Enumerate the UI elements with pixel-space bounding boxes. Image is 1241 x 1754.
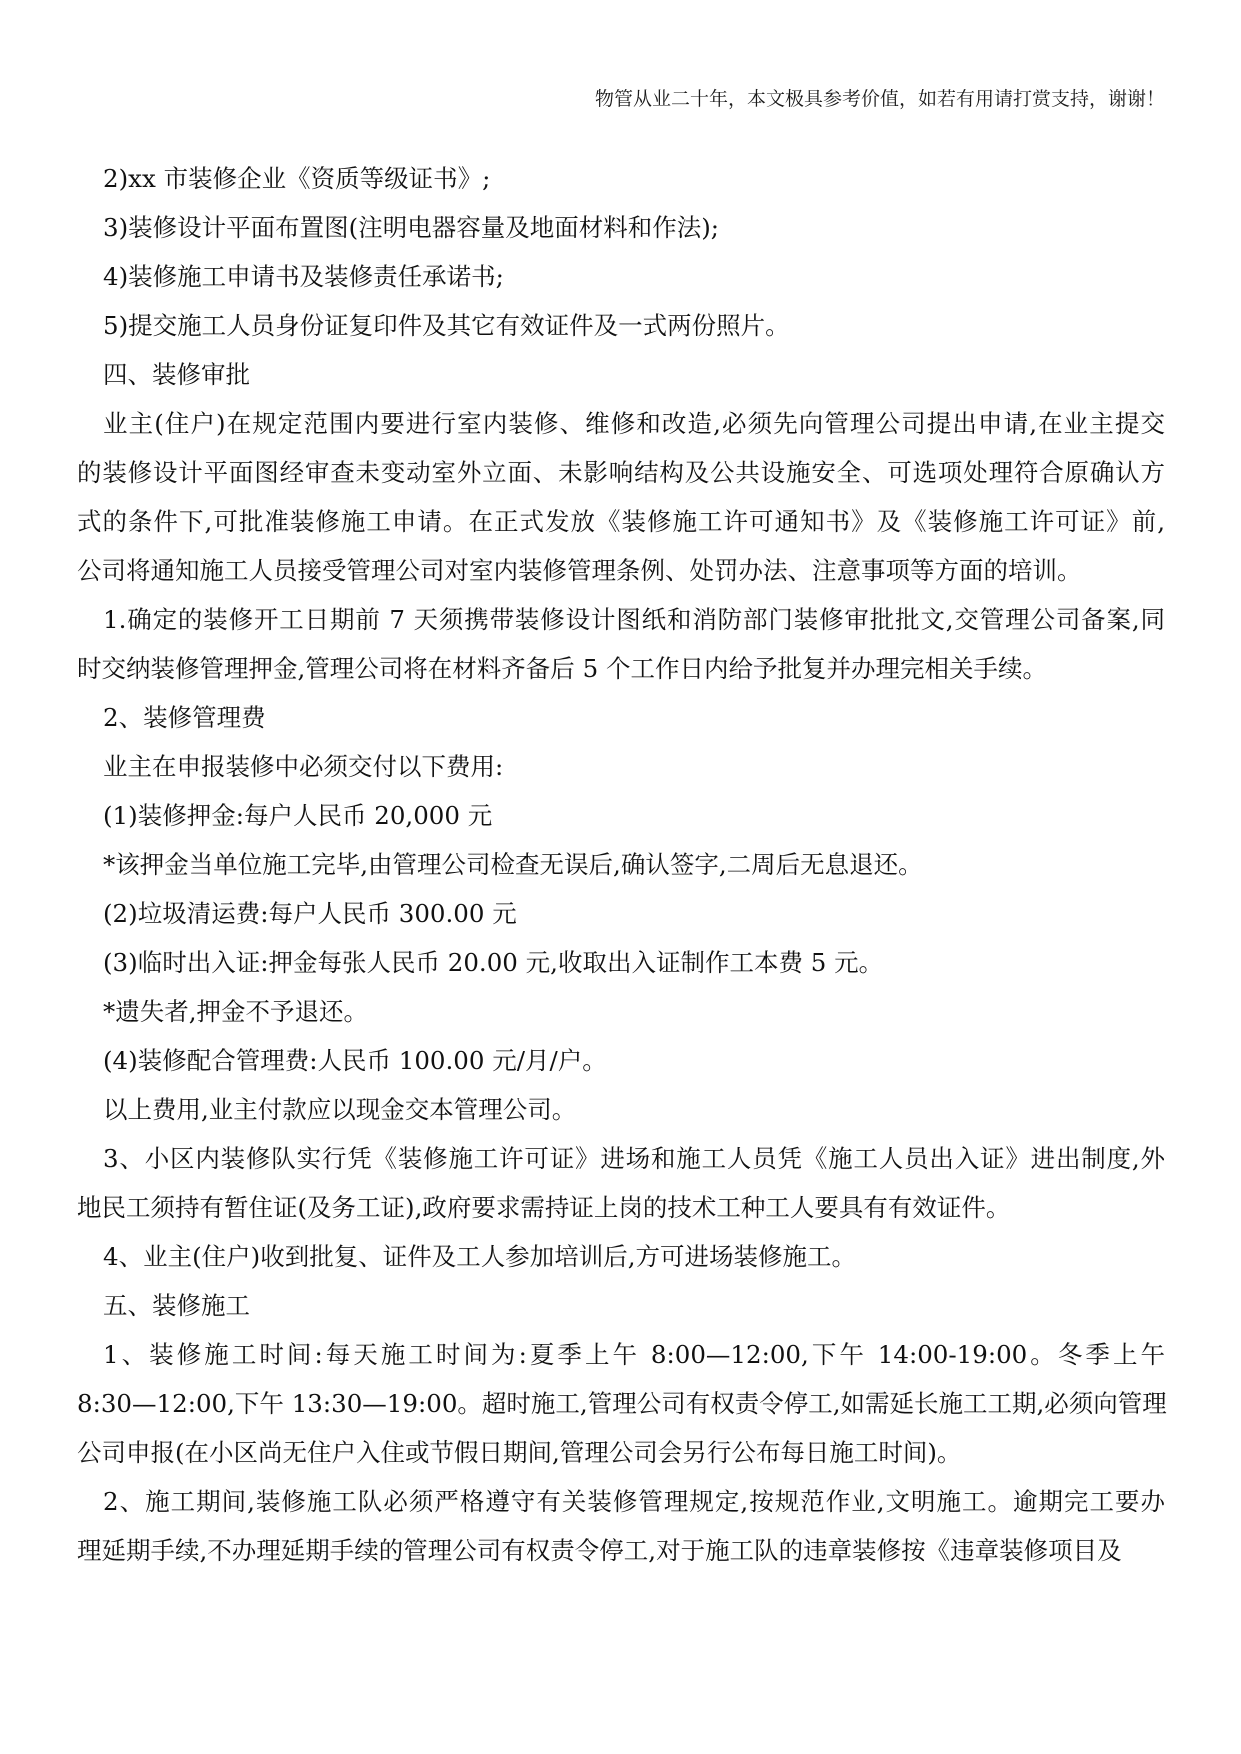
paragraph (77, 742, 1165, 791)
text-line: 3)装修设计平面布置图(注明电器容量及地面材料和作法); (103, 213, 720, 242)
text-line: 1.确定的装修开工日期前 7 天须携带装修设计图纸和消防部门装修审批批文,交管理公司备案,同 (103, 605, 1165, 634)
paragraph (77, 595, 1165, 693)
paragraph (77, 350, 1165, 399)
paragraph (77, 154, 1165, 203)
text-line: 2、施工期间,装修施工队必须严格遵守有关装修管理规定,按规范作业,文明施工。逾期完工要办 (103, 1487, 1165, 1516)
paragraph (77, 1330, 1165, 1477)
paragraph (77, 399, 1165, 595)
text-line: *遗失者,押金不予退还。 (103, 997, 369, 1026)
paragraph (77, 1477, 1165, 1575)
document-body (77, 154, 1165, 1575)
text-line: 4、业主(住户)收到批复、证件及工人参加培训后,方可进场装修施工。 (103, 1242, 856, 1271)
paragraph (77, 1232, 1165, 1281)
text-line: 的装修设计平面图经审查未变动室外立面、未影响结构及公共设施安全、可选项处理符合原确认方 (77, 458, 1165, 487)
paragraph (77, 938, 1165, 987)
text-line: 地民工须持有暂住证(及务工证),政府要求需持证上岗的技术工种工人要具有有效证件。 (77, 1193, 1011, 1222)
paragraph (77, 840, 1165, 889)
text-line: 业主在申报装修中必须交付以下费用: (103, 752, 504, 781)
text-line: (1)装修押金:每户人民币 20,000 元 (103, 801, 493, 830)
paragraph (77, 1085, 1165, 1134)
text-line: 5)提交施工人员身份证复印件及其它有效证件及一式两份照片。 (103, 311, 790, 340)
text-line: 3、小区内装修队实行凭《装修施工许可证》进场和施工人员凭《施工人员出入证》进出制度,外 (103, 1144, 1165, 1173)
paragraph (77, 987, 1165, 1036)
text-line: (3)临时出入证:押金每张人民币 20.00 元,收取出入证制作工本费 5 元。 (103, 948, 884, 977)
paragraph (77, 203, 1165, 252)
text-line: 公司申报(在小区尚无住户入住或节假日期间,管理公司会另行公布每日施工时间)。 (77, 1438, 962, 1467)
text-line: 以上费用,业主付款应以现金交本管理公司。 (103, 1095, 577, 1124)
paragraph (77, 1036, 1165, 1085)
text-line: 1、装修施工时间:每天施工时间为:夏季上午 8:00—12:00,下午 14:00-19:00。冬季上午 (103, 1340, 1165, 1369)
paragraph (77, 889, 1165, 938)
text-line: 式的条件下,可批准装修施工申请。在正式发放《装修施工许可通知书》及《装修施工许可证》前, (77, 507, 1165, 536)
text-line: 2、装修管理费 (103, 703, 266, 732)
paragraph (77, 301, 1165, 350)
text-line: 2)xx 市装修企业《资质等级证书》; (103, 164, 491, 193)
paragraph (77, 252, 1165, 301)
paragraph (77, 1134, 1165, 1232)
text-line: 公司将通知施工人员接受管理公司对室内装修管理条例、处罚办法、注意事项等方面的培训。 (77, 556, 1082, 585)
text-line: 五、装修施工 (103, 1291, 250, 1320)
paragraph (77, 1281, 1165, 1330)
header-note: 物管从业二十年，本文极具参考价值，如若有用请打赏支持，谢谢！ (594, 88, 1165, 110)
text-line: (2)垃圾清运费:每户人民币 300.00 元 (103, 899, 517, 928)
text-line: 4)装修施工申请书及装修责任承诺书; (103, 262, 504, 291)
text-line: 业主(住户)在规定范围内要进行室内装修、维修和改造,必须先向管理公司提出申请,在业主提交 (103, 409, 1165, 438)
text-line: 8:30—12:00,下午 13:30—19:00。超时施工,管理公司有权责令停工,如需延长施工工期,必须向管理 (77, 1389, 1167, 1418)
text-line: (4)装修配合管理费:人民币 100.00 元/月/户。 (103, 1046, 607, 1075)
paragraph (77, 693, 1165, 742)
text-line: 理延期手续,不办理延期手续的管理公司有权责令停工,对于施工队的违章装修按《违章装修项目及 (77, 1536, 1122, 1565)
text-line: *该押金当单位施工完毕,由管理公司检查无误后,确认签字,二周后无息退还。 (103, 850, 923, 879)
text-line: 四、装修审批 (103, 360, 250, 389)
paragraph (77, 791, 1165, 840)
text-line: 时交纳装修管理押金,管理公司将在材料齐备后 5 个工作日内给予批复并办理完相关手续。 (77, 654, 1047, 683)
